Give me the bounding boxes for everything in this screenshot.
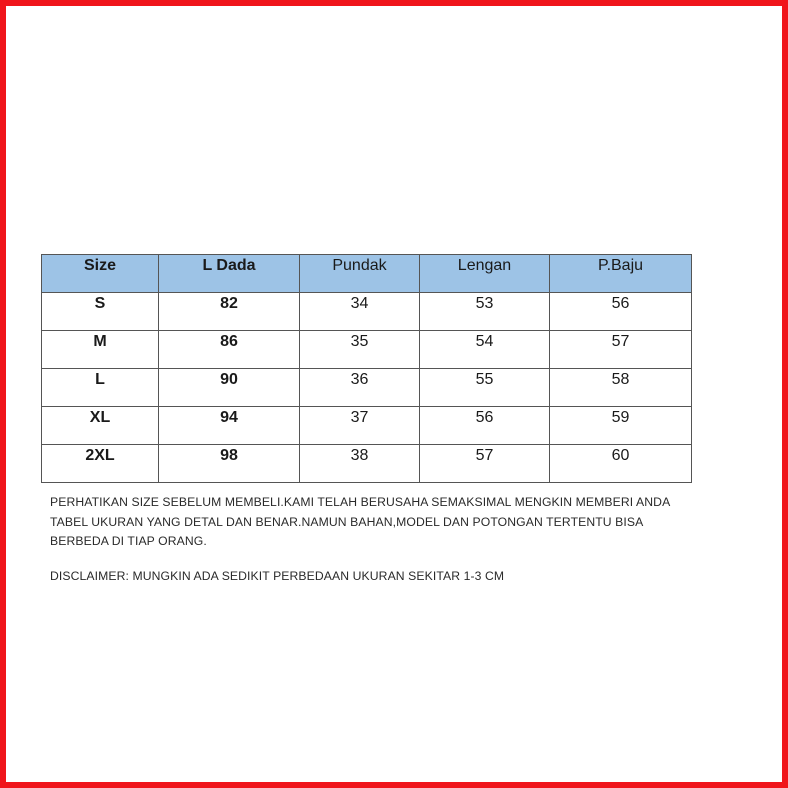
- cell-p-baju: 58: [550, 369, 692, 407]
- cell-size: M: [42, 331, 159, 369]
- cell-size: 2XL: [42, 445, 159, 483]
- cell-lengan: 56: [420, 407, 550, 445]
- header-p-baju: P.Baju: [550, 255, 692, 293]
- cell-l-dada: 86: [159, 331, 300, 369]
- cell-lengan: 55: [420, 369, 550, 407]
- header-l-dada: L Dada: [159, 255, 300, 293]
- table-header-row: [42, 255, 692, 293]
- table-row: [42, 293, 692, 331]
- cell-p-baju: 56: [550, 293, 692, 331]
- cell-p-baju: 57: [550, 331, 692, 369]
- size-chart-table: [41, 254, 692, 483]
- cell-pundak: 35: [300, 331, 420, 369]
- cell-lengan: 57: [420, 445, 550, 483]
- cell-l-dada: 82: [159, 293, 300, 331]
- cell-size: XL: [42, 407, 159, 445]
- cell-size: S: [42, 293, 159, 331]
- cell-l-dada: 94: [159, 407, 300, 445]
- cell-l-dada: 98: [159, 445, 300, 483]
- cell-lengan: 53: [420, 293, 550, 331]
- cell-p-baju: 60: [550, 445, 692, 483]
- cell-p-baju: 59: [550, 407, 692, 445]
- table-row: [42, 331, 692, 369]
- cell-l-dada: 90: [159, 369, 300, 407]
- size-notes: [50, 493, 750, 586]
- cell-pundak: 34: [300, 293, 420, 331]
- header-lengan: Lengan: [420, 255, 550, 293]
- header-pundak: Pundak: [300, 255, 420, 293]
- table-row: [42, 445, 692, 483]
- cell-pundak: 37: [300, 407, 420, 445]
- header-size: Size: [42, 255, 159, 293]
- cell-lengan: 54: [420, 331, 550, 369]
- table-row: [42, 369, 692, 407]
- cell-pundak: 36: [300, 369, 420, 407]
- cell-size: L: [42, 369, 159, 407]
- attention-note: PERHATIKAN SIZE SEBELUM MEMBELI.KAMI TELAH BERUSAHA SEMAKSIMAL MENGKIN MEMBERI ANDA TABEL UKURAN YANG DETAL DAN BENAR.NAMUN BAHAN,MODEL DAN POTONGAN TERTENTU BISA BERBEDA DI TIAP ORANG.: [50, 495, 671, 548]
- table-row: [42, 407, 692, 445]
- disclaimer-note: DISCLAIMER: MUNGKIN ADA SEDIKIT PERBEDAAN UKURAN SEKITAR 1-3 CM: [50, 568, 505, 583]
- cell-pundak: 38: [300, 445, 420, 483]
